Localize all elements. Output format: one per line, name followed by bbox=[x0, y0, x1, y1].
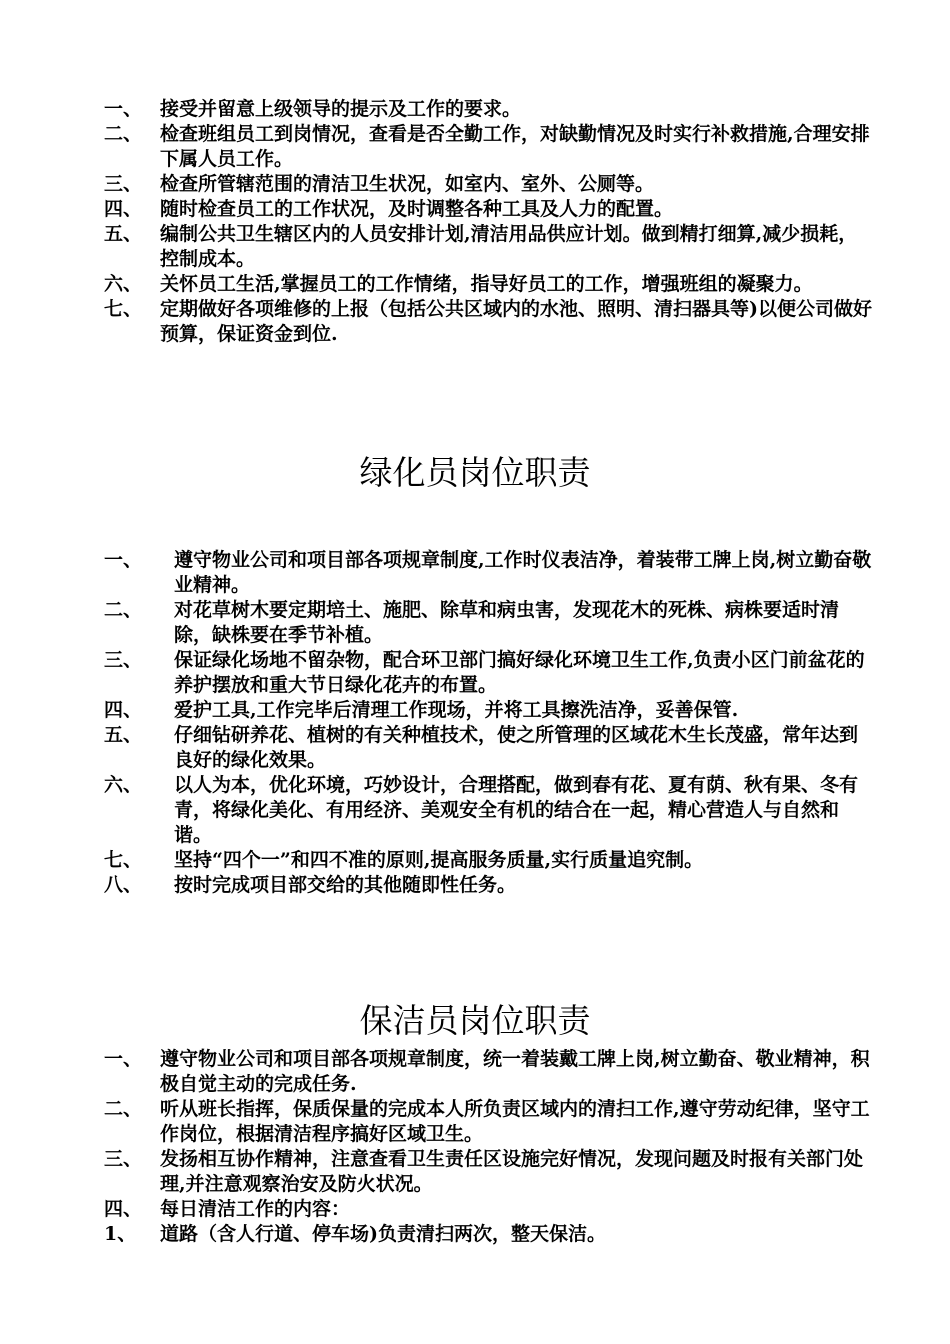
item-number: 一、 bbox=[104, 549, 143, 571]
item-text: 遵守物业公司和项目部各项规章制度，统一着装戴工牌上岗,树立勤奋、敬业精神，积极自觉主动的完成任务. bbox=[160, 1048, 870, 1095]
item-number: 四、 bbox=[104, 699, 143, 721]
item-text: 对花草树木要定期培土、施肥、除草和病虫害，发现花木的死株、病株要适时清除，缺株要在季节补植。 bbox=[174, 599, 840, 646]
item-number: 二、 bbox=[104, 1098, 143, 1120]
cleaning-duties-list bbox=[104, 1047, 874, 1247]
list-item bbox=[104, 297, 874, 347]
list-item bbox=[104, 1222, 874, 1247]
item-text: 检查所管辖范围的清洁卫生状况，如室内、室外、公厕等。 bbox=[160, 173, 655, 195]
item-text: 关怀员工生活,掌握员工的工作情绪，指导好员工的工作，增强班组的凝聚力。 bbox=[160, 273, 813, 295]
item-text: 检查班组员工到岗情况，查看是否全勤工作，对缺勤情况及时实行补救措施,合理安排下属人员工作。 bbox=[160, 123, 870, 170]
list-item bbox=[104, 272, 874, 297]
list-item bbox=[104, 598, 874, 648]
item-number: 四、 bbox=[104, 1198, 143, 1220]
item-number: 五、 bbox=[104, 223, 143, 245]
item-number: 六、 bbox=[104, 273, 143, 295]
item-number: 1、 bbox=[104, 1223, 137, 1245]
list-item bbox=[104, 197, 874, 222]
item-text: 听从班长指挥，保质保量的完成本人所负责区域内的清扫工作,遵守劳动纪律，坚守工作岗位，根据清洁程序搞好区域卫生。 bbox=[160, 1098, 870, 1145]
item-number: 四、 bbox=[104, 198, 143, 220]
item-number: 七、 bbox=[104, 849, 143, 871]
item-number: 三、 bbox=[104, 1148, 143, 1170]
item-text: 爱护工具,工作完毕后清理工作现场，并将工具擦洗洁净，妥善保管. bbox=[174, 699, 739, 721]
item-text: 随时检查员工的工作状况，及时调整各种工具及人力的配置。 bbox=[160, 198, 674, 220]
list-item bbox=[104, 648, 874, 698]
item-text: 接受并留意上级领导的提示及工作的要求。 bbox=[160, 98, 522, 120]
item-number: 五、 bbox=[104, 724, 143, 746]
list-item bbox=[104, 122, 874, 172]
item-number: 一、 bbox=[104, 1048, 143, 1070]
list-item bbox=[104, 548, 874, 598]
list-item bbox=[104, 1197, 874, 1222]
item-number: 一、 bbox=[104, 98, 143, 120]
list-item bbox=[104, 97, 874, 122]
item-text: 定期做好各项维修的上报（包括公共区域内的水池、照明、清扫器具等)以便公司做好预算，保证资金到位. bbox=[160, 298, 872, 345]
item-number: 二、 bbox=[104, 123, 143, 145]
item-text: 每日清洁工作的内容： bbox=[160, 1198, 351, 1220]
item-text: 保证绿化场地不留杂物，配合环卫部门搞好绿化环境卫生工作,负责小区门前盆花的养护摆放和重大节日绿化花卉的布置。 bbox=[174, 649, 865, 696]
item-text: 坚持“四个一”和四不准的原则,提高服务质量,实行质量追究制。 bbox=[174, 849, 704, 871]
supervisor-duties-list bbox=[104, 97, 874, 347]
list-item bbox=[104, 172, 874, 197]
item-text: 道路（含人行道、停车场)负责清扫两次，整天保洁。 bbox=[160, 1223, 606, 1245]
item-text: 以人为本，优化环境，巧妙设计，合理搭配，做到春有花、夏有荫、秋有果、冬有青，将绿化美化、有用经济、美观安全有机的结合在一起，精心营造人与自然和谐。 bbox=[174, 774, 859, 846]
item-text: 遵守物业公司和项目部各项规章制度,工作时仪表洁净，着装带工牌上岗,树立勤奋敬业精神。 bbox=[174, 549, 872, 596]
item-number: 六、 bbox=[104, 774, 143, 796]
list-item bbox=[104, 222, 874, 272]
item-number: 八、 bbox=[104, 874, 143, 896]
greening-staff-title: 绿化员岗位职责 bbox=[359, 453, 591, 492]
list-item bbox=[104, 773, 874, 848]
list-item bbox=[104, 698, 874, 723]
item-text: 按时完成项目部交给的其他随即性任务。 bbox=[174, 874, 517, 896]
list-item bbox=[104, 873, 874, 898]
item-number: 三、 bbox=[104, 649, 143, 671]
list-item bbox=[104, 848, 874, 873]
greening-duties-list bbox=[104, 548, 874, 898]
item-number: 七、 bbox=[104, 298, 143, 320]
item-text: 发扬相互协作精神，注意查看卫生责任区设施完好情况，发现问题及时报有关部门处理,并注意观察治安及防火状况。 bbox=[160, 1148, 864, 1195]
item-text: 编制公共卫生辖区内的人员安排计划,清洁用品供应计划。做到精打细算,减少损耗，控制成本。 bbox=[160, 223, 858, 270]
cleaning-staff-title: 保洁员岗位职责 bbox=[359, 1001, 591, 1040]
list-item bbox=[104, 1047, 874, 1097]
list-item bbox=[104, 1097, 874, 1147]
item-number: 三、 bbox=[104, 173, 143, 195]
list-item bbox=[104, 723, 874, 773]
item-number: 二、 bbox=[104, 599, 143, 621]
item-text: 仔细钻研养花、植树的有关种植技术，使之所管理的区域花木生长茂盛，常年达到良好的绿化效果。 bbox=[174, 724, 859, 771]
list-item bbox=[104, 1147, 874, 1197]
